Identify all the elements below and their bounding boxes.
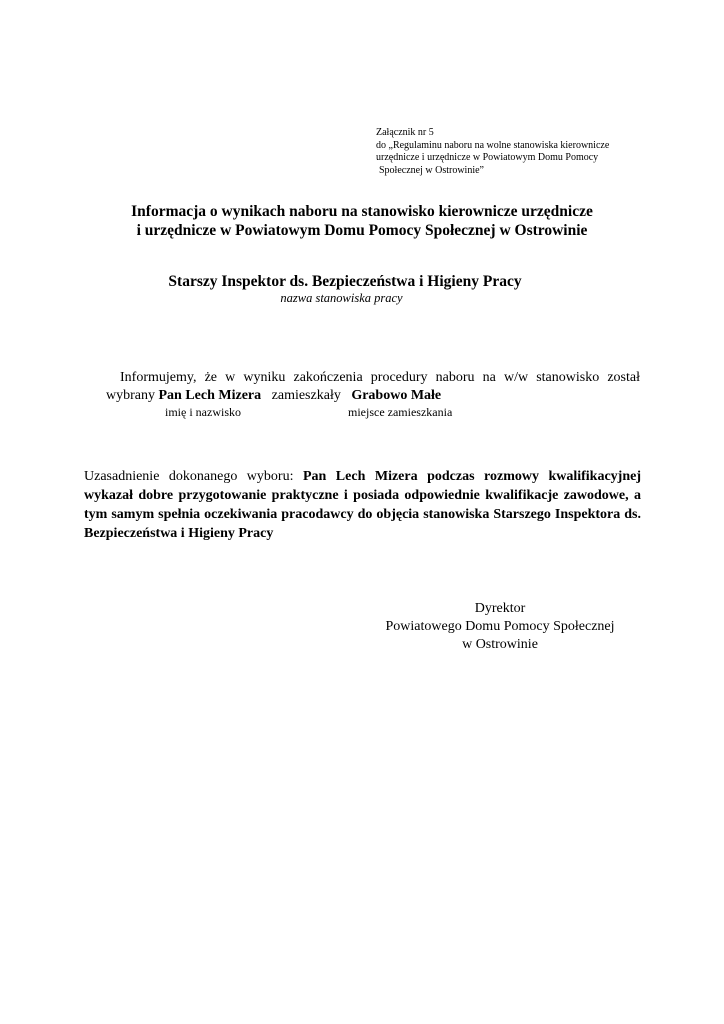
justification-text: Pan Lech Mizera podczas rozmowy kwalifikacyjnej wykazał dobre przygotowanie praktyczne i posiada odpowiednie kwalifikacje zawodowe, a tym samym spełnia oczekiwania pracodawcy do objęcia stanowiska [84, 469, 642, 522]
position-name: Starszy Inspektor ds. Bezpieczeństwa i Higieny Pracy [168, 273, 522, 290]
annex-number: Załącznik nr 5 [376, 127, 434, 138]
justification-label: Uzasadnienie dokonanego wyboru: [84, 469, 294, 484]
candidate-place: Grabowo Małe [351, 388, 442, 403]
annex-header [376, 127, 609, 177]
document-title [0, 202, 724, 240]
result-sentence: Informujemy, że w wyniku zakończenia procedury naboru na w/w stanowisko został [120, 370, 640, 385]
signature-institution: Powiatowego Domu Pomocy Społecznej [385, 619, 615, 634]
signature-block [380, 600, 620, 654]
signature-location: w Ostrowinie [462, 637, 538, 652]
annex-reference-line2: urzędnicze i urzędnicze w Powiatowym Domu Pomocy [376, 152, 599, 163]
position-caption: nazwa stanowiska pracy [280, 291, 403, 305]
justification-paragraph [84, 467, 641, 543]
title-line2: i urzędnicze w Powiatowym Domu Pomocy Społecznej w Ostrowinie [136, 222, 588, 239]
annex-reference-line3: Społecznej w Ostrowinie” [379, 164, 484, 176]
annex-reference-line1: do „Regulaminu naboru na wolne stanowiska kierownicze [376, 139, 610, 151]
resides-label: zamieszkały [271, 388, 341, 403]
selected-candidate-line [106, 388, 441, 404]
chosen-label: wybrany [106, 388, 155, 403]
title-line1: Informacja o wynikach naboru na stanowisko kierownicze urzędnicze [131, 203, 593, 220]
caption-place: miejsce zamieszkania [348, 405, 453, 419]
caption-name: imię i nazwisko [165, 405, 241, 419]
candidate-name: Pan Lech Mizera [158, 388, 262, 403]
justification-position: Starszego Inspektora ds. Bezpieczeństwa i Higieny Pracy [84, 507, 641, 541]
signature-title: Dyrektor [474, 601, 526, 616]
